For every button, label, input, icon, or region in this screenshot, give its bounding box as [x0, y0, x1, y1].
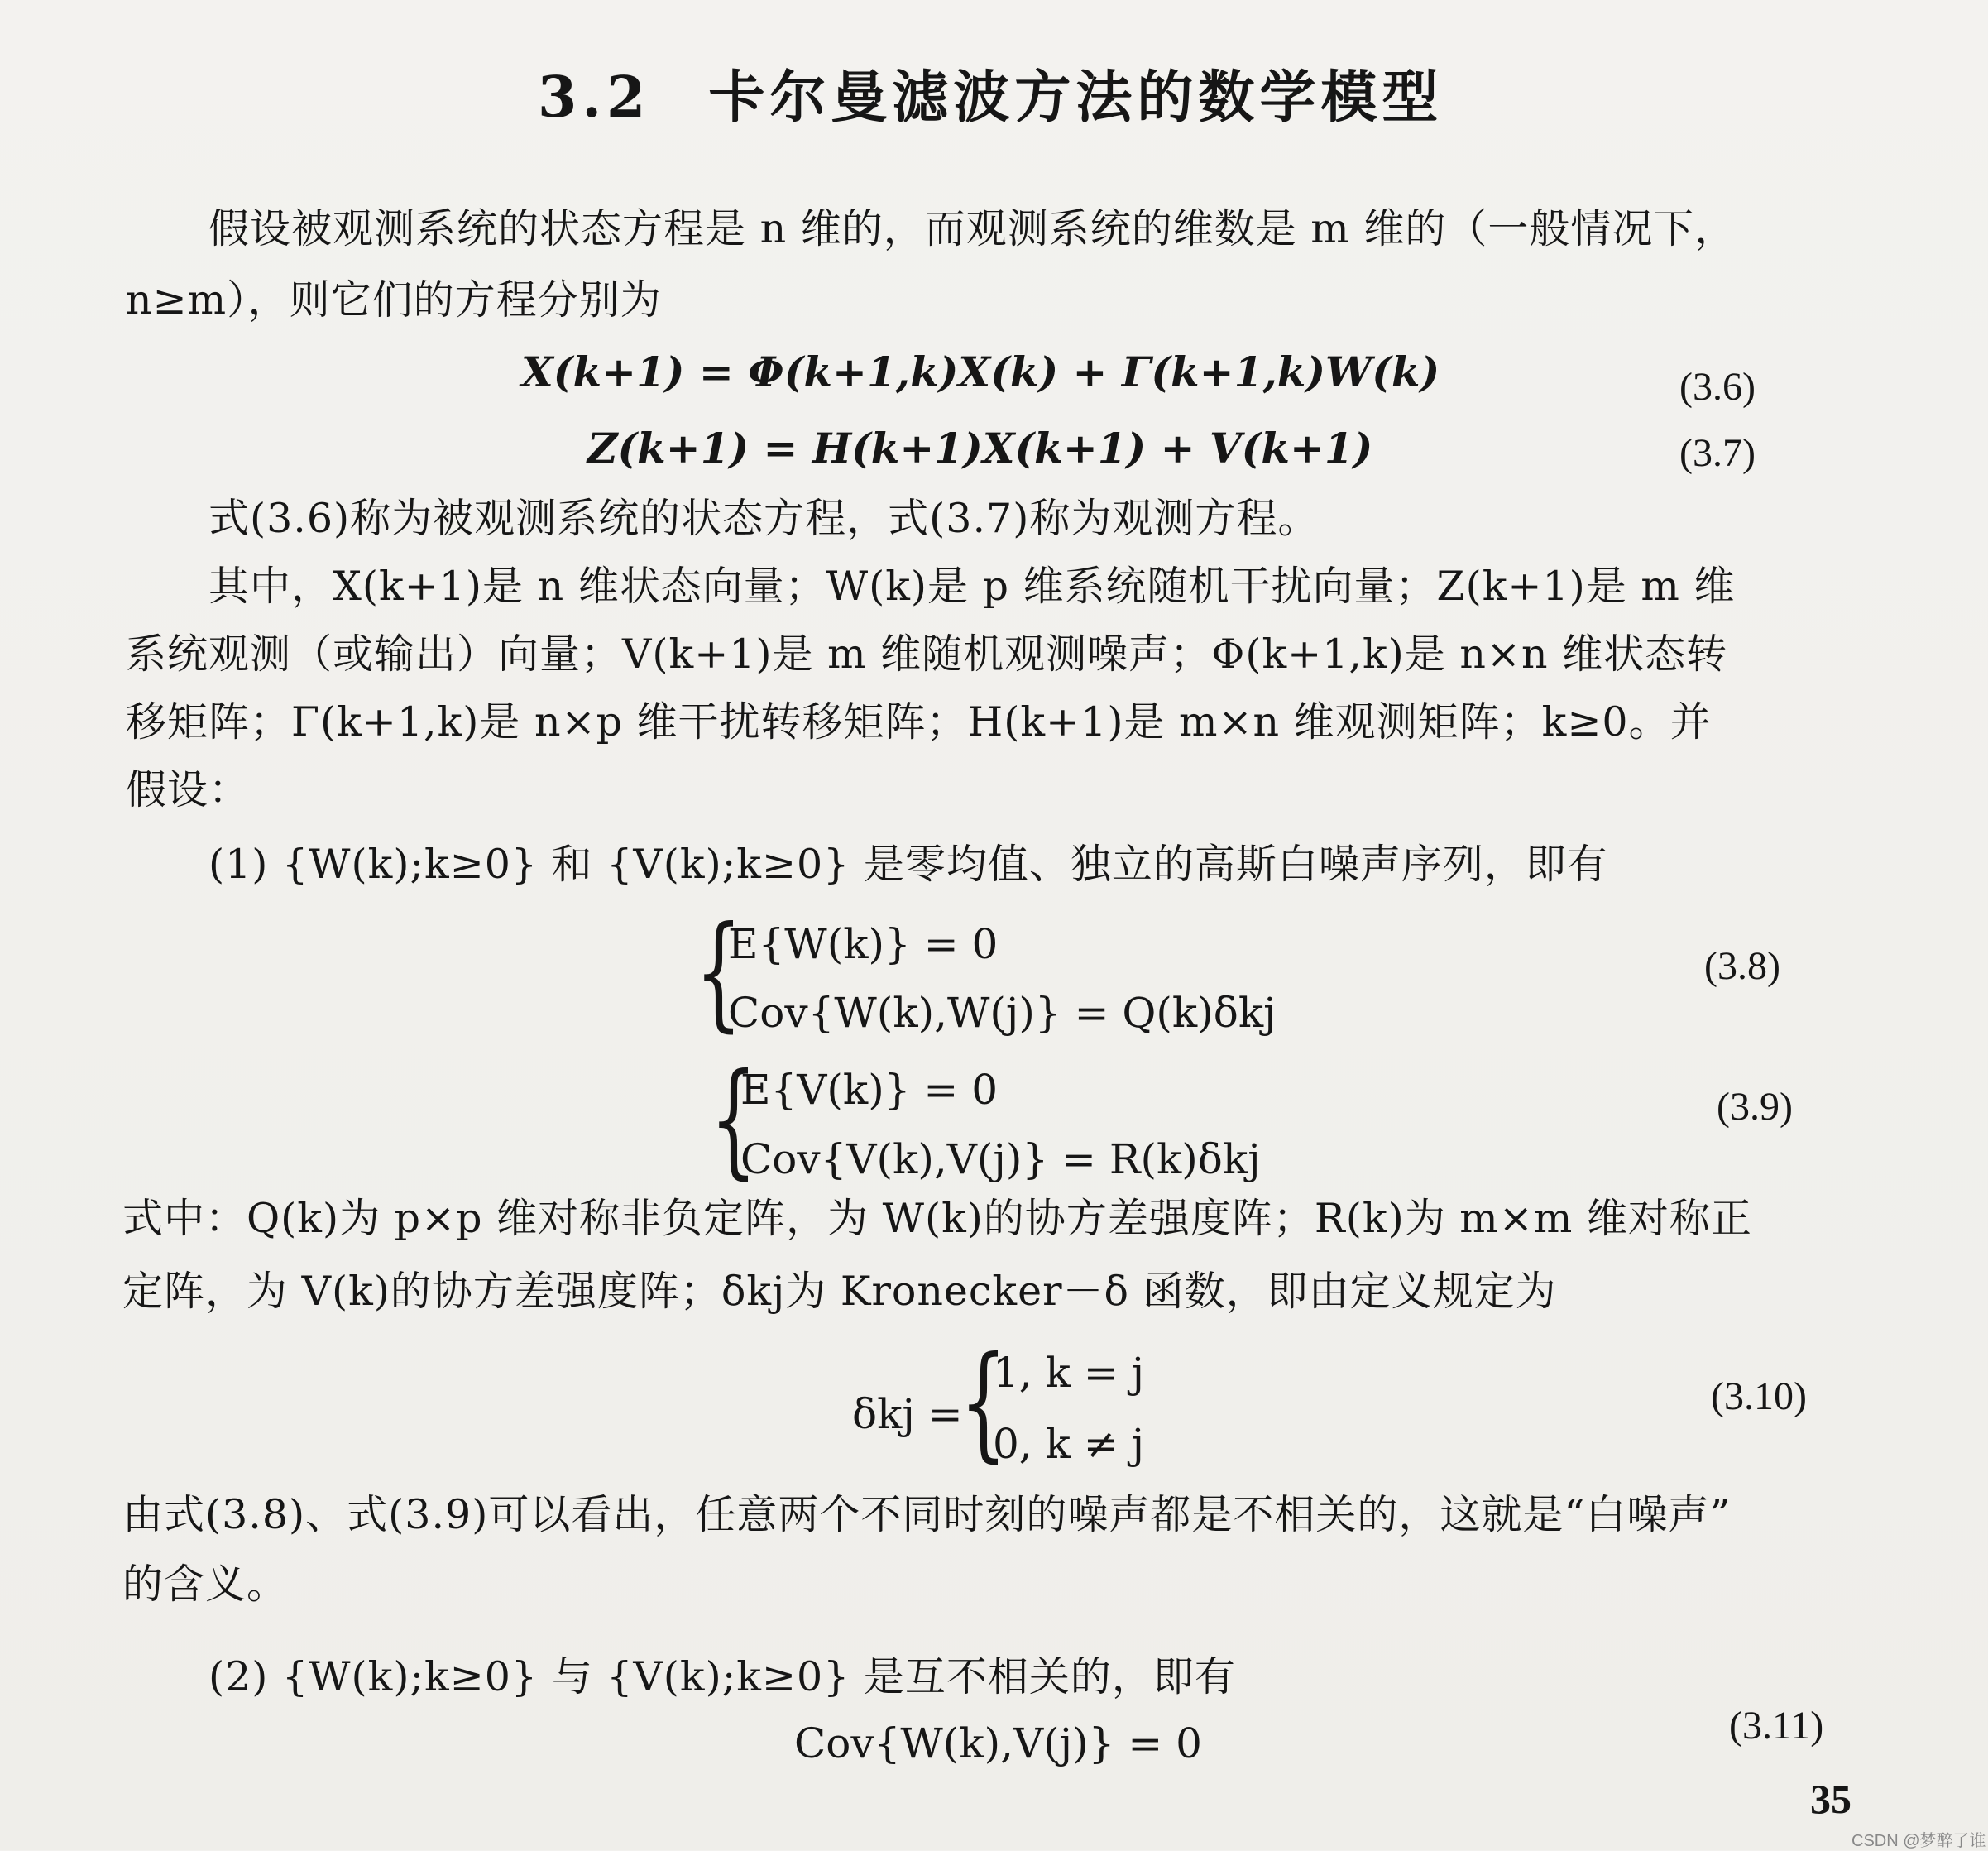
page-number: 35: [1810, 1776, 1851, 1822]
assumption-2: (2) {W(k);k≥0} 与 {V(k);k≥0} 是互不相关的，即有: [208, 1653, 1236, 1700]
definition-line-1: 其中，X(k+1)是 n 维状态向量；W(k)是 p 维系统随机干扰向量；Z(k+1)是 m 维: [208, 563, 1736, 610]
section-heading: [538, 53, 1443, 133]
equation-3-9-second: Cov{V(k),V(j)} = R(k)δkj: [740, 1135, 1261, 1183]
equation-3-10-case-1: 1, k = j: [993, 1349, 1145, 1397]
assumption-1: (1) {W(k);k≥0} 和 {V(k);k≥0} 是零均值、独立的高斯白噪声序列，即有: [208, 841, 1608, 888]
where-line-1: 式中：Q(k)为 p×p 维对称非负定阵，为 W(k)的协方差强度阵；R(k)为 m×m 维对称正: [122, 1195, 1752, 1242]
section-number: 3.2: [538, 65, 651, 131]
where-line-2: 定阵，为 V(k)的协方差强度阵；δkj为 Kronecker－δ 函数，即由定义规定为: [122, 1268, 1557, 1315]
equation-number-3-10: (3.10): [1711, 1374, 1807, 1418]
equation-3-10-lhs: δkj =: [852, 1390, 963, 1438]
section-title: 卡尔曼滤波方法的数学模型: [708, 65, 1444, 131]
equation-3-6: X(k+1) = Φ(k+1,k)X(k) + Γ(k+1,k)W(k): [521, 348, 1440, 396]
definition-line-4: 假设：: [126, 766, 251, 813]
equation-3-7: Z(k+1) = H(k+1)X(k+1) + V(k+1): [587, 424, 1373, 472]
equation-number-3-6: (3.6): [1679, 365, 1756, 409]
definition-line-3: 移矩阵；Γ(k+1,k)是 n×p 维干扰转移矩阵；H(k+1)是 m×n 维观测矩阵；k≥0。并: [126, 698, 1712, 746]
intro-line-1: 假设被观测系统的状态方程是 n 维的，而观测系统的维数是 m 维的（一般情况下，: [208, 205, 1737, 252]
brace-3-9: {: [710, 1048, 758, 1192]
equation-number-3-9: (3.9): [1717, 1085, 1793, 1129]
brace-3-8: {: [695, 900, 743, 1044]
white-noise-line-2: 的含义。: [122, 1561, 289, 1608]
equation-number-3-11: (3.11): [1729, 1704, 1824, 1748]
watermark: CSDN @梦醉了谁: [1851, 1832, 1986, 1850]
equation-3-8-second: Cov{W(k),W(j)} = Q(k)δkj: [728, 989, 1277, 1037]
equation-description: 式(3.6)称为被观测系统的状态方程，式(3.7)称为观测方程。: [208, 495, 1320, 542]
equation-3-9-first: E{V(k)} = 0: [740, 1066, 999, 1114]
equation-3-10-case-2: 0, k ≠ j: [993, 1420, 1145, 1468]
brace-3-10: {: [960, 1331, 1008, 1475]
definition-line-2: 系统观测（或输出）向量；V(k+1)是 m 维随机观测噪声；Φ(k+1,k)是 n×n 维状态转: [126, 631, 1728, 678]
intro-line-2: n≥m），则它们的方程分别为: [126, 276, 662, 324]
white-noise-line-1: 由式(3.8)、式(3.9)可以看出，任意两个不同时刻的噪声都是不相关的，这就是“白噪声”: [122, 1491, 1732, 1538]
equation-number-3-7: (3.7): [1679, 431, 1756, 475]
equation-number-3-8: (3.8): [1704, 944, 1780, 988]
equation-3-11: Cov{W(k),V(j)} = 0: [794, 1719, 1202, 1767]
equation-3-8-first: E{W(k)} = 0: [728, 920, 999, 968]
